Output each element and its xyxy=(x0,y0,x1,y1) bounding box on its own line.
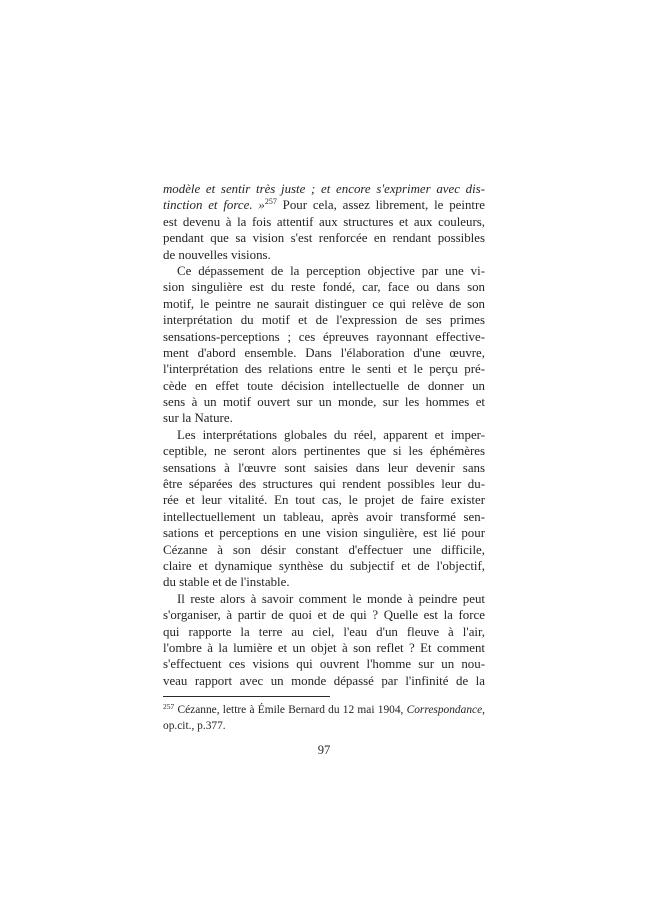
text-line xyxy=(163,591,485,607)
body-text xyxy=(163,181,485,689)
text-line xyxy=(163,263,485,279)
text-segment: sens à un motif ouvert sur un monde, sur les hommes et xyxy=(163,395,485,410)
footnote xyxy=(163,703,485,734)
text-segment: intellectuellement un tableau, après avoir transformé sen- xyxy=(163,509,485,524)
text-segment: Correspondance xyxy=(406,704,483,717)
text-segment: être séparées des structures qui rendent possibles leur du- xyxy=(163,477,485,492)
text-line xyxy=(163,673,485,689)
text-segment: du stable et de l'instable. xyxy=(163,575,290,590)
text-segment: Pour cela, assez librement, le peintre xyxy=(276,198,485,213)
text-segment: sur la Nature. xyxy=(163,411,233,426)
text-line xyxy=(163,607,485,623)
text-segment: s'effectuent ces visions qui ouvrent l'homme sur un nou- xyxy=(163,657,485,672)
text-segment: l'interprétation des relations entre le senti et le perçu pré- xyxy=(163,362,485,377)
text-line xyxy=(163,703,485,718)
text-line xyxy=(163,361,485,377)
text-segment: veau rapport avec un monde dépassé par l'infinité de la xyxy=(163,673,485,688)
footnote-separator xyxy=(163,696,330,697)
text-segment: ment d'abord ensemble. Dans l'élaboration d'une œuvre, xyxy=(163,345,485,360)
text-line xyxy=(163,476,485,492)
text-segment: ceptible, ne seront alors pertinentes que si les éphémères xyxy=(163,444,485,459)
text-segment: s'organiser, à partir de quoi et de qui ? Quelle est la force xyxy=(163,608,485,623)
text-line xyxy=(163,394,485,410)
text-line xyxy=(163,296,485,312)
text-segment: est devenu à la fois attentif aux structures et aux couleurs, xyxy=(163,214,485,229)
text-line xyxy=(163,345,485,361)
text-line xyxy=(163,574,485,590)
text-segment: sensations-perceptions ; ces épreuves rayonnant effective- xyxy=(163,329,485,344)
text-segment: tinction et force. » xyxy=(163,198,265,213)
text-segment: , xyxy=(482,704,485,717)
text-line xyxy=(163,542,485,558)
text-line xyxy=(163,181,485,197)
page-number: 97 xyxy=(317,742,331,757)
text-segment: cède en effet toute décision intellectuelle de donner un xyxy=(163,378,485,393)
text-line xyxy=(163,230,485,246)
footnote-reference: 257 xyxy=(264,197,277,207)
text-line xyxy=(163,378,485,394)
text-line xyxy=(163,460,485,476)
paragraph xyxy=(163,427,485,591)
text-line xyxy=(163,656,485,672)
text-line xyxy=(163,719,485,734)
paragraph xyxy=(163,591,485,689)
text-line xyxy=(163,525,485,541)
text-line xyxy=(163,558,485,574)
text-line xyxy=(163,427,485,443)
text-segment: claire et dynamique synthèse du subjectif et de l'objectif, xyxy=(163,558,485,573)
footnote-reference: 257 xyxy=(163,702,175,712)
text-segment: Il reste alors à savoir comment le monde à peindre peut xyxy=(177,591,485,606)
paragraph xyxy=(163,181,485,263)
text-segment: sations et perceptions en une vision singulière, est lié pour xyxy=(163,526,485,541)
text-line xyxy=(163,279,485,295)
text-line xyxy=(163,640,485,656)
text-segment: rée et leur vitalité. En tout cas, le projet de faire exister xyxy=(163,493,485,508)
text-column xyxy=(163,181,485,758)
text-line xyxy=(163,197,485,213)
text-segment: Les interprétations globales du réel, apparent et imper- xyxy=(177,427,485,442)
text-segment: sensations à l'œuvre sont saisies dans leur devenir sans xyxy=(163,460,485,475)
text-line xyxy=(163,329,485,345)
text-segment: Cézanne à son désir constant d'effectuer une difficile, xyxy=(163,542,485,557)
text-segment: interprétation du motif et de l'expression de ses primes xyxy=(163,313,485,328)
text-line xyxy=(163,624,485,640)
text-segment: op.cit., p.377. xyxy=(163,719,226,732)
text-segment: de nouvelles visions. xyxy=(163,247,271,262)
text-segment: sion singulière est du reste fondé, car, face ou dans son xyxy=(163,280,485,295)
text-line xyxy=(163,509,485,525)
text-segment: l'ombre à la lumière et un objet à son reflet ? Et comment xyxy=(163,640,485,655)
text-line xyxy=(163,247,485,263)
text-segment: Ce dépassement de la perception objective par une vi- xyxy=(177,263,485,278)
text-segment: qui rapporte la terre au ciel, l'eau d'un fleuve à l'air, xyxy=(163,624,485,639)
text-line xyxy=(163,492,485,508)
text-line xyxy=(163,410,485,426)
text-segment: motif, le peintre ne saurait distinguer ce qui relève de son xyxy=(163,296,485,311)
text-segment: pendant que sa vision s'est renforcée en rendant possibles xyxy=(163,231,485,246)
paragraph xyxy=(163,263,485,427)
text-segment: modèle et sentir très juste ; et encore s'exprimer avec dis- xyxy=(163,182,485,196)
text-line xyxy=(163,214,485,230)
text-line xyxy=(163,312,485,328)
text-segment: Cézanne, lettre à Émile Bernard du 12 mai 1904, xyxy=(174,704,407,717)
text-line xyxy=(163,443,485,459)
